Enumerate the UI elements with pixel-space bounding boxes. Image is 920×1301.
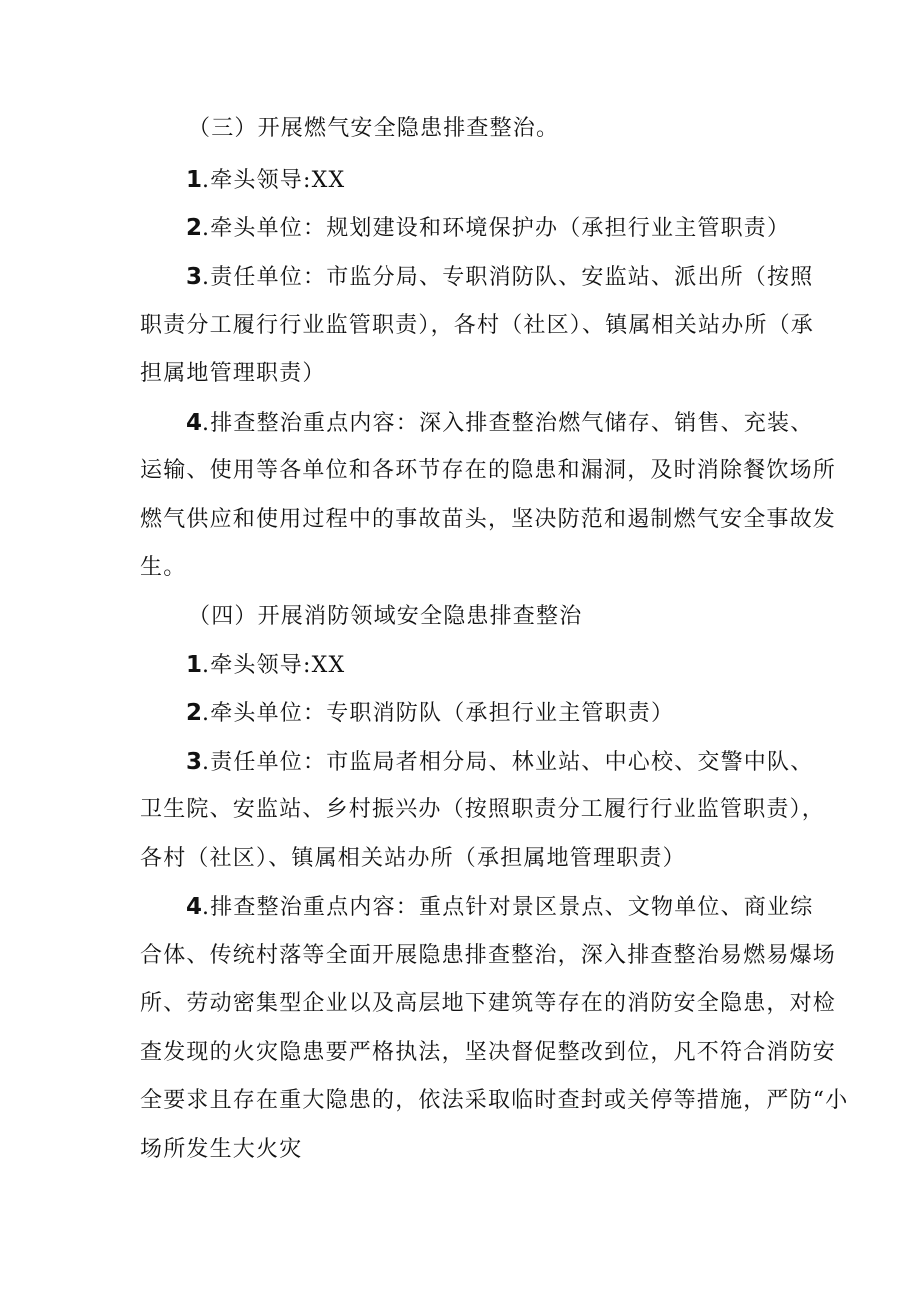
item-text: .牵头领导:XX <box>202 168 346 193</box>
section-3-item-1 <box>186 165 846 196</box>
section-4-item-4-line-2: 合体、传统村落等全面开展隐患排查整治，深入排查整治易燃易爆场 <box>140 943 837 968</box>
item-text: .牵头领导:XX <box>202 653 346 678</box>
item-text: .牵头单位：规划建设和环境保护办（承担行业主管职责） <box>202 216 791 241</box>
section-4-item-4-line-5: 全要求且存在重大隐患的，依法采取临时查封或关停等措施，严防“小 <box>140 1088 849 1113</box>
section-3-item-2 <box>186 213 846 244</box>
section-3-item-3-line-2: 职责分工履行行业监管职责），各村（社区）、镇属相关站办所（承 <box>140 313 815 338</box>
item-number: 3 <box>186 749 203 775</box>
section-3-item-4-line-4: 生。 <box>140 555 187 580</box>
item-text: .排查整治重点内容：重点针对景区景点、文物单位、商业综 <box>202 895 814 920</box>
section-4-item-4-line-4: 查发现的火灾隐患要严格执法，坚决督促整改到位，凡不符合消防安 <box>140 1040 837 1065</box>
item-text: .牵头单位：专职消防队（承担行业主管职责） <box>202 701 675 726</box>
section-3-item-4-line-1 <box>186 408 846 439</box>
section-4-item-3-line-1 <box>186 747 846 778</box>
item-number: 1 <box>186 652 203 678</box>
section-4-item-3-line-3: 各村（社区）、镇属相关站办所（承担属地管理职责） <box>140 846 686 871</box>
item-number: 4 <box>186 410 203 436</box>
item-number: 2 <box>186 215 203 241</box>
item-number: 4 <box>186 894 203 920</box>
item-text: .责任单位：市监分局、专职消防队、安监站、派出所（按照 <box>202 265 814 290</box>
section-3-item-3-line-3: 担属地管理职责） <box>140 361 326 386</box>
section-4-item-4-line-3: 所、劳动密集型企业以及高层地下建筑等存在的消防安全隐患，对检 <box>140 991 837 1016</box>
section-3-item-4-line-2: 运输、使用等各单位和各环节存在的隐患和漏洞，及时消除餐饮场所 <box>140 458 837 483</box>
section-4-item-3-line-2: 卫生院、安监站、乡村振兴办（按照职责分工履行行业监管职责）， <box>140 797 826 822</box>
item-text: .责任单位：市监局者相分局、林业站、中心校、交警中队、 <box>202 750 814 775</box>
section-4-item-4-line-1 <box>186 892 846 923</box>
section-4-item-2 <box>186 698 846 729</box>
item-text: .排查整治重点内容：深入排查整治燃气储存、销售、充装、 <box>202 411 814 436</box>
item-number: 1 <box>186 167 203 193</box>
section-4-item-1 <box>186 650 846 681</box>
section-3-heading: （三）开展燃气安全隐患排查整治。 <box>188 116 560 141</box>
section-4-item-4-line-6: 场所发生大火灾 <box>140 1137 303 1162</box>
section-3-item-3-line-1 <box>186 262 846 293</box>
item-number: 2 <box>186 700 203 726</box>
item-number: 3 <box>186 264 203 290</box>
section-4-heading: （四）开展消防领域安全隐患排查整治 <box>188 604 583 629</box>
section-3-item-4-line-3: 燃气供应和使用过程中的事故苗头，坚决防范和遏制燃气安全事故发 <box>140 507 837 532</box>
